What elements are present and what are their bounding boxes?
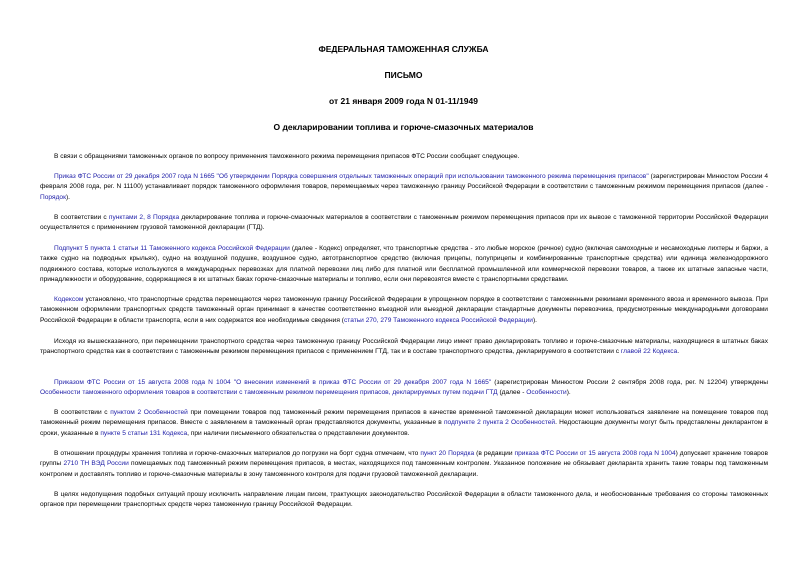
paragraph-text: , при наличии письменного обязательства о представлении документов. <box>187 429 410 437</box>
paragraph-10 <box>40 490 768 511</box>
paragraph-4 <box>40 244 768 286</box>
paragraph-text: (далее - <box>497 389 527 397</box>
document-date: от 21 января 2009 года N 01-11/1949 <box>329 96 478 106</box>
document-type: ПИСЬМО <box>384 70 423 80</box>
code-link[interactable]: Кодексом <box>54 296 84 303</box>
articles-270-279-link[interactable]: статьи 270, 279 Таможенного кодекса Российской Федерации <box>343 316 533 324</box>
paragraph-text: ). <box>65 193 71 201</box>
customs-code-article-11-link[interactable]: Подпункт 5 пункта 1 статьи 11 Таможенного кодекса Российской Федерации <box>54 245 290 252</box>
poryadok-link[interactable]: Порядок <box>40 193 66 201</box>
osobennosti-link[interactable]: Особенности <box>526 389 567 397</box>
osobennosti-full-link[interactable]: Особенности таможенного оформления товаров в соответствии с таможенным режимом перемещения припасов, декларируемых путем подачи ГТД <box>40 389 498 397</box>
paragraph-text: . <box>677 348 680 356</box>
paragraph-3 <box>40 213 768 234</box>
paragraph-9 <box>40 449 768 480</box>
paragraph-6 <box>40 337 768 358</box>
order-1665-link[interactable]: Приказ ФТС России от 29 декабря 2007 года N 1665 "Об утверждении Порядка совершения отдельных таможенных операций при использовании таможенного режима перемещения припасов" <box>54 173 649 180</box>
points-2-8-link[interactable]: пунктами 2, 8 Порядка <box>108 214 180 221</box>
agency-heading: ФЕДЕРАЛЬНАЯ ТАМОЖЕННАЯ СЛУЖБА <box>318 44 489 54</box>
paragraph-text: ). <box>566 389 571 397</box>
paragraph-text: при помещении товаров под таможенный режим перемещения припасов в качестве временной таможенной декларации может использоваться заявление на помещение товаров под таможенный режим перемещения припасов. Вместе с заявлением в таможенный орган представляются документы, указанные в <box>40 409 769 427</box>
order-1004-link[interactable]: Приказом ФТС России от 15 августа 2008 года N 1004 "О внесении изменений в приказ ФТС России от 29 декабря 2007 года N 1665" <box>54 379 492 386</box>
paragraph-1 <box>40 152 768 162</box>
article-131-link[interactable]: пункте 5 статьи 131 Кодекса <box>100 429 188 437</box>
point-2-osobennosti-link[interactable]: пунктом 2 Особенностей <box>110 409 188 416</box>
document-subject: О декларировании топлива и горюче-смазочных материалов <box>273 122 534 132</box>
paragraph-text: (далее - Кодекс) определяет, что транспортные средства - это любые морское (речное) судно (включая самоходные и несамоходные лихтеры и баржи, а также судно на подводных крыльях), судно на воздушной подушке, воздушное судно, автотранспортное средство (включая прицепы, полуприцепы и комбинированные транспортные средства) или единица железнодорожного подвижного состава, которые используются в международных перевозках для платной перевозки лиц либо для платной или бесплатной промышленной или коммерческой перевозки товаров, а также их штатные запасные части, принадлежности и оборудование, содержащиеся в их штатных баках горюче-смазочные материалы и топливо, если они перевозятся вместе с транспортными средствами. <box>40 245 768 284</box>
paragraph-text: В связи с обращениями таможенных органов по вопросу применения таможенного режима перемещения припасов ФТС России сообщает следующее. <box>54 153 520 160</box>
paragraph-text: В целях недопущения подобных ситуаций прошу исключить направление лицам писем, трактующих законодательство Российской Федерации в области таможенного дела, и необоснованные требования со стороны таможенных органов при перемещении транспортных средств через таможенную границу Российской Федерации. <box>40 491 768 509</box>
paragraph-text: (зарегистрирован Минюстом России 4 февраля 2008 года, рег. N 11100) устанавливает порядок таможенного оформления товаров, перемещаемых через таможенную границу Российской Федерации в соответствии с таможенным режимом перемещения припасов (далее - <box>40 173 768 191</box>
paragraph-text: В соответствии с <box>54 409 111 416</box>
paragraph-text: ). <box>532 316 537 324</box>
paragraph-text: (в редакции <box>474 450 515 457</box>
paragraph-text: В отношении процедуры хранения топлива и горюче-смазочных материалов до погрузки на борт судна отмечаем, что <box>54 450 421 457</box>
paragraph-5 <box>40 295 768 326</box>
tn-ved-2710-link[interactable]: 2710 ТН ВЭД России <box>63 460 129 468</box>
point-20-link[interactable]: пункт 20 Порядка <box>420 450 475 457</box>
paragraph-7 <box>40 378 768 399</box>
chapter-22-link[interactable]: главой 22 Кодекса <box>620 348 678 356</box>
paragraph-text: В соответствии с <box>54 214 109 221</box>
paragraph-text: ) допускает хранение товаров группы <box>40 450 768 468</box>
paragraph-text: установлено, что транспортные средства перемещаются через таможенную границу Российской Федерации в упрощенном порядке в соответствии с таможенными режимами временного ввоза и временного вывоза. При таможенном оформлении транспортных средств таможенный орган принимает в качестве соответственно въездной или выездной декларации стандартные документы перевозчика, предусмотренные международными договорами Российской Федерации в области транспорта, если в них содержатся все необходимые сведения ( <box>40 296 768 324</box>
paragraph-text: . Недостающие документы могут быть представлены декларантом в сроки, указанные в <box>40 419 769 437</box>
paragraph-text: декларирование топлива и горюче-смазочных материалов в соответствии с таможенным режимом перемещения припасов при их вывозе с таможенной территории Российской Федерации осуществляется с применением грузовой таможенной декларации (ГТД). <box>40 214 769 232</box>
paragraph-text: помещаемых под таможенный режим перемещения припасов, в местах, находящихся под таможенным контролем. Указанное положение не обязывает декларанта хранить такие товары под таможенным контролем и доставлять топливо и горюче-смазочные материалы в зону таможенного контроля для подачи грузовой таможенной декларации. <box>40 460 769 478</box>
order-1004-edition-link[interactable]: приказа ФТС России от 15 августа 2008 года N 1004 <box>514 450 676 457</box>
paragraph-text: (зарегистрирован Минюстом России 2 сентября 2008 года, рег. N 12204) утверждены <box>491 379 769 386</box>
subpoint-2-point-2-link[interactable]: подпункте 2 пункта 2 Особенностей <box>443 419 556 427</box>
paragraph-2 <box>40 172 768 203</box>
paragraph-text: Исходя из вышесказанного, при перемещении транспортного средства через таможенную границу Российской Федерации лицо имеет право декларировать топливо и горюче-смазочные материалы, находящиеся в штатных баках транспортного средства как в соответствии с таможенным режимом перемещения припасов с применением ГТД, так и в составе транспортного средства, декларируемого в соответствии с <box>40 338 768 356</box>
paragraph-8 <box>40 408 768 439</box>
